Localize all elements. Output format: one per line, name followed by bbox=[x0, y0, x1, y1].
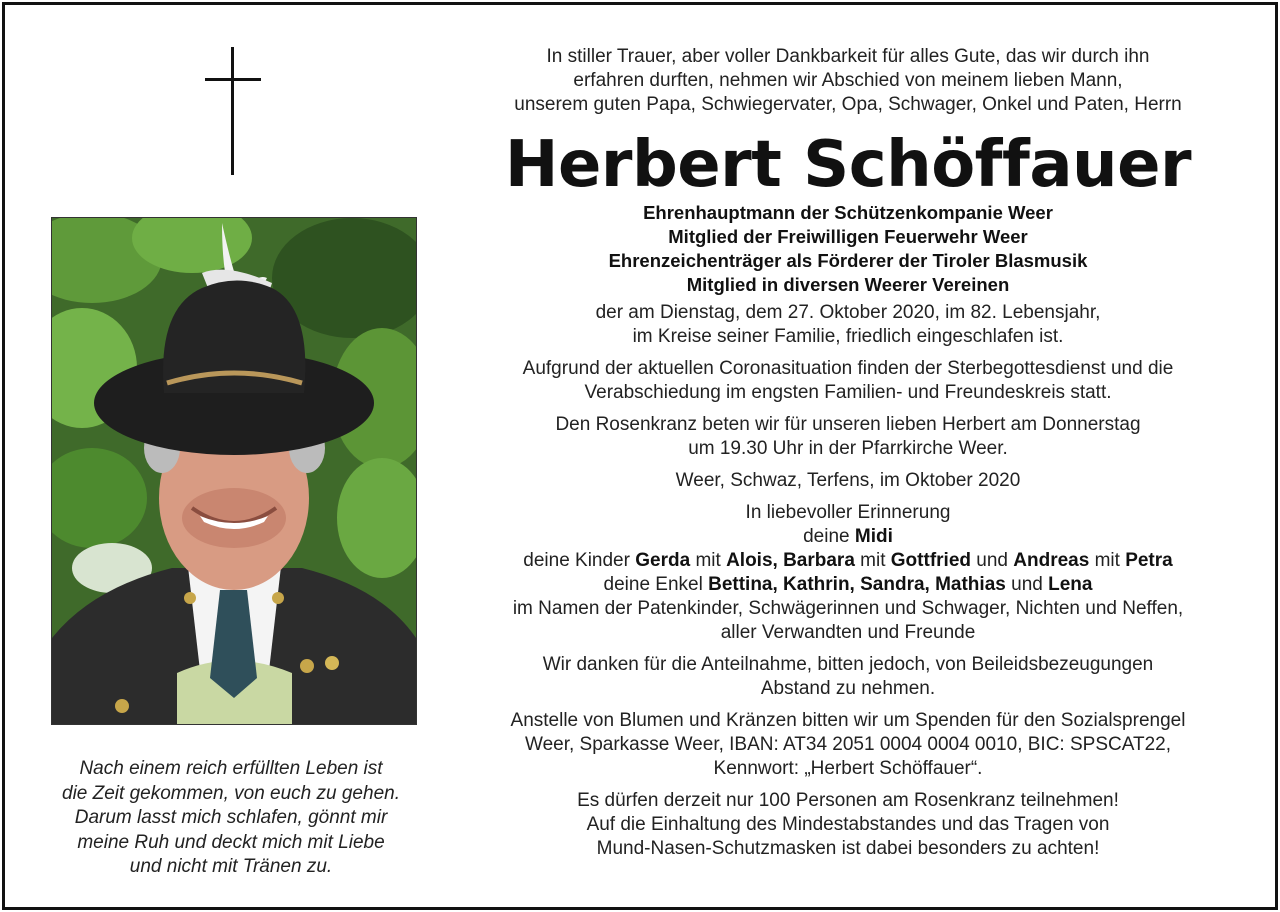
farewell-poem bbox=[25, 757, 437, 880]
thanks-notice: Wir danken für die Anteilnahme, bitten jedoch, von Beileidsbezeugungen Abstand zu nehmen. bbox=[542, 654, 1154, 699]
poem-line: die Zeit gekommen, von euch zu gehen. bbox=[62, 782, 400, 804]
poem-line: meine Ruh und deckt mich mit Liebe bbox=[77, 831, 385, 853]
corona-notice: Aufgrund der aktuellen Coronasituation finden der Sterbegottesdienst und die Verabschiedung im engsten Familien- und Freundeskreis statt. bbox=[522, 358, 1174, 403]
obituary-text bbox=[451, 45, 1245, 869]
rosary-notice: Den Rosenkranz beten wir für unseren lieben Herbert am Donnerstag um 19.30 Uhr in der Pfarrkirche Weer. bbox=[555, 414, 1141, 459]
attendance-notice: Es dürfen derzeit nur 100 Personen am Rosenkranz teilnehmen! Auf die Einhaltung des Mindestabstandes und das Tragen von Mund-Nasen-Schutzmasken ist dabei besonders zu achten! bbox=[577, 790, 1119, 859]
obituary-card bbox=[2, 2, 1278, 910]
poem-line: Nach einem reich erfüllten Leben ist bbox=[79, 758, 383, 779]
poem-line: und nicht mit Tränen zu. bbox=[129, 856, 333, 877]
honors-list: Ehrenhauptmann der Schützenkompanie Weer Mitglied der Freiwilligen Feuerwehr Weer Ehrenzeichenträger als Förderer der Tiroler Blasmusik Mitglied in diversen Weerer Vereinen bbox=[608, 202, 1088, 295]
mourners: In liebevoller Erinnerung deine Midi deine Kinder Gerda mit Alois, Barbara mit Gottfried und Andreas mit Petra deine Enkel Bettina, Kathrin, Sandra, Mathias und Lena im Namen der Patenkinder, Schwägerinnen und Schwager, Nichten und Neffen, aller Verwandten und Freunde bbox=[512, 502, 1184, 643]
death-notice: der am Dienstag, dem 27. Oktober 2020, im 82. Lebensjahr, im Kreise seiner Familie, friedlich eingeschlafen ist. bbox=[595, 302, 1101, 347]
deceased-name: Herbert Schöffauer bbox=[504, 128, 1192, 202]
donation-notice: Anstelle von Blumen und Kränzen bitten wir um Spenden für den Sozialsprengel Weer, Sparkasse Weer, IBAN: AT34 2051 0004 0004 0010, BIC: SPSCAT22, Kennwort: „Herbert Schöffauer“. bbox=[510, 710, 1186, 779]
poem-line: Darum lasst mich schlafen, gönnt mir bbox=[74, 807, 388, 828]
cross-icon bbox=[205, 47, 261, 175]
intro-text: In stiller Trauer, aber voller Dankbarkeit für alles Gute, das wir durch ihn erfahren durften, nehmen wir Abschied von meinem lieben Mann, unserem guten Papa, Schwiegervater, Opa, Schwager, Onkel und Paten, Herrn bbox=[514, 46, 1182, 115]
place-date: Weer, Schwaz, Terfens, im Oktober 2020 bbox=[675, 470, 1021, 491]
portrait-photo bbox=[51, 217, 417, 725]
